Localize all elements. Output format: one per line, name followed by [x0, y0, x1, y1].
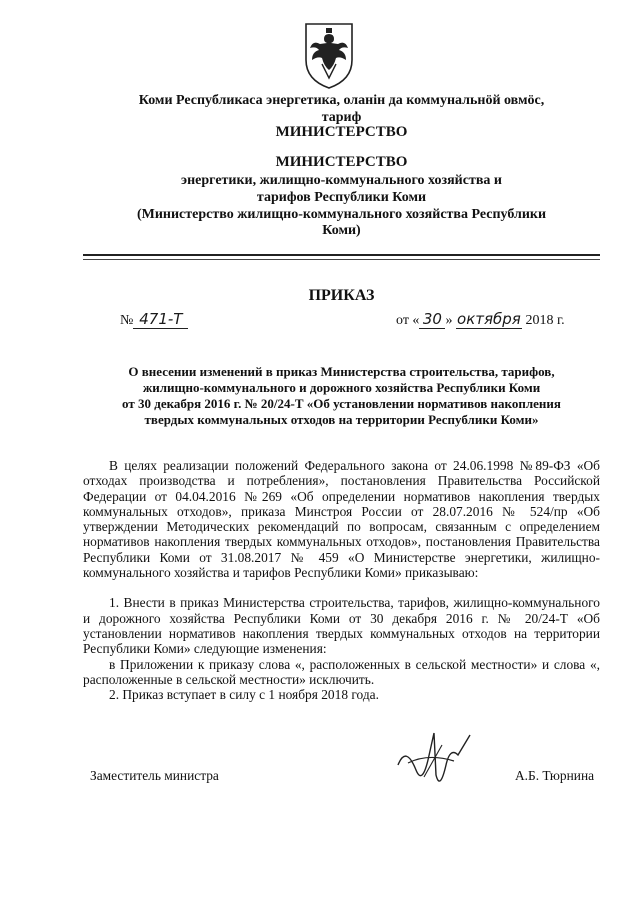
komi-bird-icon	[300, 20, 358, 90]
komi-header-line2: тариф	[321, 110, 362, 125]
order-title: ПРИКАЗ	[308, 287, 375, 304]
ministry-title: МИНИСТЕРСТВО	[275, 154, 408, 170]
date-month-handwritten: октября	[457, 310, 521, 328]
signatory-name: А.Б. Тюрнина	[515, 768, 595, 783]
coat-of-arms-emblem	[300, 20, 358, 90]
signatory-position: Заместитель министра	[90, 768, 219, 783]
order-number	[120, 310, 188, 330]
handwritten-signature	[388, 725, 478, 795]
ministry-line1: энергетики, жилищно-коммунального хозяйства и	[181, 173, 502, 188]
date-prefix: от «	[396, 313, 420, 328]
item-1-detail-paragraph: в Приложении к приказу слова «, расположенных в сельской местности» и слова «, расположенные в сельской местности» исключить.	[83, 656, 600, 687]
ministry-line3: (Министерство жилищно-коммунального хозяйства Республики	[136, 207, 547, 222]
item-2-paragraph: 2. Приказ вступает в силу с 1 ноября 2018 года.	[109, 687, 379, 703]
order-date	[396, 310, 565, 330]
ministry-line2: тарифов Республики Коми	[256, 190, 427, 205]
order-number-handwritten: 471-Т	[133, 310, 188, 329]
subject-line4: твердых коммунальных отходов на территории Республики Коми»	[144, 412, 539, 427]
komi-ministry-word: МИНИСТЕРСТВО	[275, 124, 408, 140]
header-divider	[83, 254, 600, 256]
date-day-handwritten: 30	[419, 310, 445, 329]
preamble-paragraph: В целях реализации положений Федерального закона от 24.06.1998 №89-ФЗ «Об отходах производства и потребления», постановления Правительства Российской Федерации от 04.04.2016 №269 «Об определении нормативов накопления твердых коммунальных отходов», приказа Минстроя России от 28.07.2016 № 524/пр «Об утверждении Методических рекомендаций по вопросам, связанным с определением нормативов накопления твердых коммунальных отходов», постановления Правительства Республики Коми от 31.08.2017 № 459 «О Министерстве энергетики, жилищно-коммунального хозяйства и тарифов Республики Коми» приказываю:	[83, 458, 600, 581]
item-1-paragraph: 1. Внести в приказ Министерства строительства, тарифов, жилищно-коммунального и дорожного хозяйства Республики Коми от 30 декабря 2016 г. № 20/24-Т «Об установлении нормативов накопления твердых коммунальных отходов на территории Республики Коми» следующие изменения:	[83, 595, 600, 657]
subject-line1: О внесении изменений в приказ Министерства строительства, тарифов,	[128, 364, 555, 379]
order-body	[83, 458, 600, 702]
order-number-prefix: №	[120, 313, 134, 328]
komi-header-line1: Коми Республикаса энергетика, оланін да коммунальнӧй овмӧс,	[138, 93, 545, 108]
subject-line2: жилищно-коммунального и дорожного хозяйства Республики Коми	[142, 380, 541, 395]
header-divider-thin	[83, 259, 600, 260]
subject-line3: от 30 декабря 2016 г. № 20/24-Т «Об установлении нормативов накопления	[122, 396, 561, 411]
ministry-line4: Коми)	[322, 223, 361, 238]
date-mid: »	[445, 313, 453, 328]
date-suffix: 2018 г.	[525, 313, 565, 328]
